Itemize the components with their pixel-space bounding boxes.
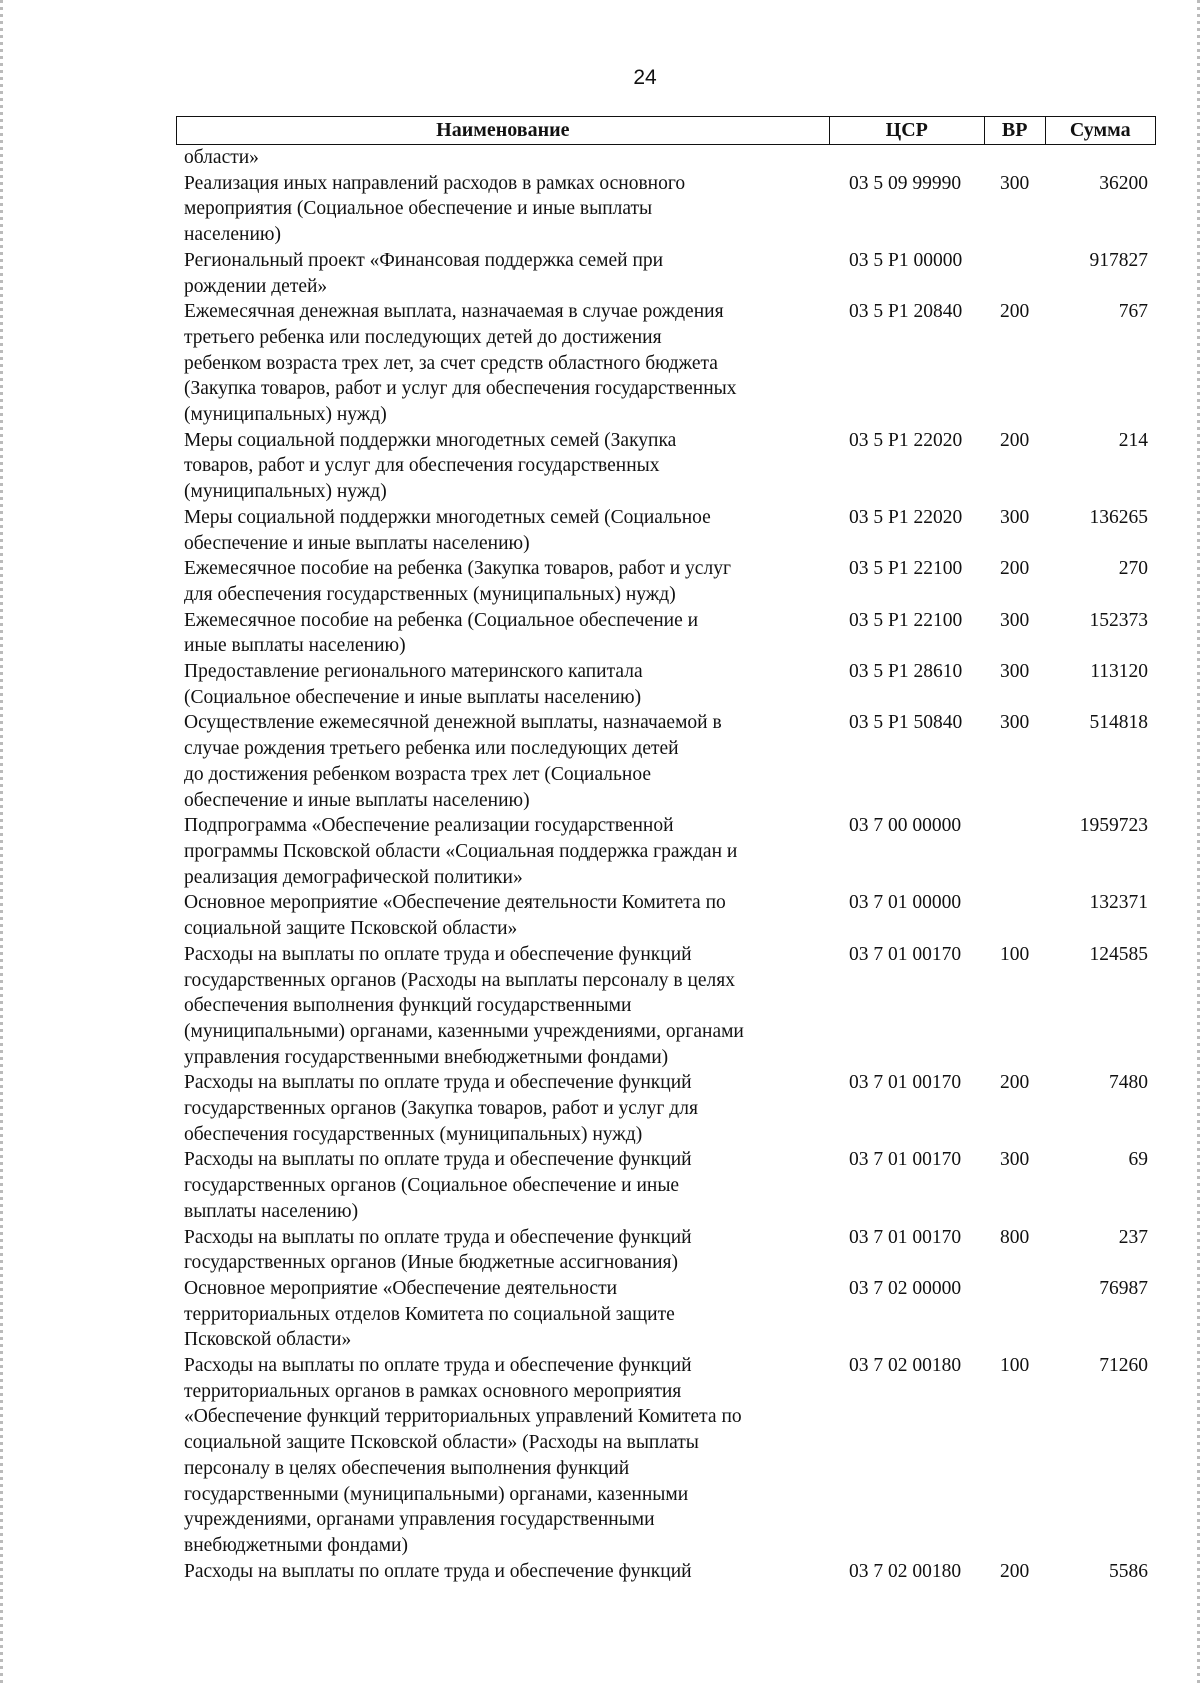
row-name-line: Расходы на выплаты по оплате труда и обеспечение функций: [184, 1072, 692, 1094]
row-sum: 917827: [1089, 249, 1148, 271]
row-name-line: ребенком возраста трех лет, за счет средств областного бюджета: [184, 352, 718, 374]
row-name-line: государственных органов (Закупка товаров, работ и услуг для: [184, 1098, 698, 1120]
header-name: Наименование: [436, 119, 570, 141]
row-sum: 152373: [1089, 609, 1148, 631]
table-row: [176, 428, 1156, 505]
table-header: [176, 116, 1156, 145]
row-name-line: государственных органов (Социальное обеспечение и иные: [184, 1175, 680, 1197]
row-name-line: Меры социальной поддержки многодетных семей (Закупка: [184, 429, 677, 451]
row-vr: 200: [1000, 1072, 1030, 1094]
row-vr: 300: [1000, 661, 1030, 683]
row-sum: 36200: [1099, 172, 1148, 194]
row-name-line: Предоставление регионального материнского капитала: [184, 661, 643, 683]
row-name-line: третьего ребенка или последующих детей до достижения: [184, 326, 662, 348]
row-name-line: (муниципальных) нужд): [184, 404, 387, 426]
table-row: [176, 942, 1156, 1071]
row-name: [176, 890, 831, 941]
row-name: [176, 299, 831, 428]
row-name-line: Региональный проект «Финансовая поддержка семей при: [184, 249, 664, 271]
row-name-line: Ежемесячная денежная выплата, назначаемая в случае рождения: [184, 301, 724, 323]
budget-table: [176, 116, 1156, 1584]
row-name-line: до достижения ребенком возраста трех лет (Социальное: [184, 763, 651, 785]
row-name-line: (муниципальных) нужд): [184, 481, 387, 503]
table-row: [176, 556, 1156, 607]
row-name: [176, 1147, 831, 1224]
row-name-line: выплаты населению): [184, 1200, 359, 1222]
row-name-line: Реализация иных направлений расходов в рамках основного: [184, 172, 686, 194]
row-name-line: территориальных отделов Комитета по социальной защите: [184, 1303, 675, 1325]
row-name: [176, 942, 831, 1071]
row-vr: 200: [1000, 429, 1030, 451]
row-name: [176, 1559, 831, 1585]
table-body: [176, 145, 1156, 1584]
row-name: [176, 710, 831, 813]
scan-edge-left: [0, 0, 3, 1686]
row-vr: 300: [1000, 172, 1030, 194]
header-vr: ВР: [984, 117, 1045, 144]
row-name: [176, 556, 831, 607]
row-vr: [986, 248, 1046, 299]
row-csr: 03 5 P1 22100: [849, 609, 963, 631]
table-row: [176, 248, 1156, 299]
row-name-line: Основное мероприятие «Обеспечение деятельности: [184, 1277, 618, 1299]
row-csr: 03 5 P1 50840: [849, 712, 963, 734]
row-name-line: программы Псковской области «Социальная поддержка граждан и: [184, 840, 738, 862]
row-name-line: обеспечение и иные выплаты населению): [184, 789, 530, 811]
row-name-line: Подпрограмма «Обеспечение реализации государственной: [184, 815, 674, 837]
row-name-line: персоналу в целях обеспечения выполнения функций: [184, 1457, 630, 1479]
table-row: [176, 659, 1156, 710]
page-number: 24: [633, 66, 657, 89]
table-row: [176, 813, 1156, 890]
row-name-line: территориальных органов в рамках основного мероприятия: [184, 1380, 682, 1402]
row-name: [176, 505, 831, 556]
row-vr: 300: [1000, 506, 1030, 528]
row-vr: [986, 1276, 1046, 1353]
row-name-line: Расходы на выплаты по оплате труда и обеспечение функций: [184, 1355, 692, 1377]
row-name-line: Расходы на выплаты по оплате труда и обеспечение функций: [184, 1149, 692, 1171]
row-name-line: социальной защите Псковской области» (Расходы на выплаты: [184, 1432, 699, 1454]
row-vr: 100: [1000, 1355, 1030, 1377]
row-name-line: мероприятия (Социальное обеспечение и иные выплаты: [184, 198, 653, 220]
table-row: [176, 1147, 1156, 1224]
row-csr: 03 5 P1 28610: [849, 661, 963, 683]
row-vr: 100: [1000, 943, 1030, 965]
row-name-line: области»: [184, 147, 259, 168]
row-name-line: «Обеспечение функций территориальных управлений Комитета по: [184, 1406, 742, 1428]
row-sum: 514818: [1089, 712, 1148, 734]
row-csr: 03 7 01 00170: [849, 1072, 962, 1094]
row-vr: 200: [1000, 558, 1030, 580]
row-csr: 03 7 01 00170: [849, 1226, 962, 1248]
header-sum: Сумма: [1045, 117, 1155, 144]
row-sum: 767: [1118, 301, 1148, 323]
table-row: [176, 1353, 1156, 1559]
row-csr: 03 7 02 00180: [849, 1355, 962, 1377]
row-name-line: Ежемесячное пособие на ребенка (Закупка товаров, работ и услуг: [184, 558, 731, 580]
row-name-line: Расходы на выплаты по оплате труда и обеспечение функций: [184, 1226, 692, 1248]
row-sum: 69: [1128, 1149, 1148, 1171]
row-csr: 03 5 P1 20840: [849, 301, 963, 323]
table-row: [176, 1070, 1156, 1147]
row-name: [176, 813, 831, 890]
row-name-line: рождении детей»: [184, 275, 328, 297]
row-name-line: Осуществление ежемесячной денежной выплаты, назначаемой в: [184, 712, 722, 734]
row-name-line: (Социальное обеспечение и иные выплаты населению): [184, 686, 642, 708]
table-row: [176, 171, 1156, 248]
row-name-line: иные выплаты населению): [184, 635, 406, 657]
row-vr: 300: [1000, 1149, 1030, 1171]
row-name: [176, 1225, 831, 1276]
row-sum: [1046, 145, 1156, 171]
row-name-line: внебюджетными фондами): [184, 1534, 408, 1556]
row-csr: 03 7 02 00180: [849, 1560, 962, 1582]
row-vr: 300: [1000, 712, 1030, 734]
row-csr: 03 5 P1 22020: [849, 429, 963, 451]
row-sum: 214: [1118, 429, 1148, 451]
row-vr: [986, 890, 1046, 941]
row-name-line: случае рождения третьего ребенка или последующих детей: [184, 738, 679, 760]
row-sum: 7480: [1109, 1072, 1148, 1094]
row-name-line: социальной защите Псковской области»: [184, 918, 518, 940]
row-sum: 124585: [1089, 943, 1148, 965]
row-sum: 5586: [1109, 1560, 1148, 1582]
row-name: [176, 1353, 831, 1559]
row-csr: 03 5 P1 22100: [849, 558, 963, 580]
row-name-line: Расходы на выплаты по оплате труда и обеспечение функций: [184, 943, 692, 965]
row-name: [176, 248, 831, 299]
row-csr: 03 5 P1 22020: [849, 506, 963, 528]
row-name-line: Псковской области»: [184, 1329, 352, 1351]
row-sum: 71260: [1099, 1355, 1148, 1377]
row-csr: 03 7 00 00000: [849, 815, 962, 837]
row-name: [176, 659, 831, 710]
table-row: [176, 505, 1156, 556]
row-name-line: государственными (муниципальными) органами, казенными: [184, 1483, 689, 1505]
row-sum: 113120: [1090, 661, 1148, 683]
row-csr: 03 7 01 00170: [849, 943, 962, 965]
table-row: [176, 1276, 1156, 1353]
row-name-line: товаров, работ и услуг для обеспечения государственных: [184, 455, 660, 477]
row-name-line: (Закупка товаров, работ и услуг для обеспечения государственных: [184, 378, 737, 400]
row-name: [176, 428, 831, 505]
row-name: [176, 1276, 831, 1353]
table-row: [176, 608, 1156, 659]
row-name: [176, 145, 831, 171]
row-name: [176, 171, 831, 248]
row-sum: 1959723: [1079, 815, 1148, 837]
header-csr: ЦСР: [829, 117, 984, 144]
table-row: [176, 710, 1156, 813]
row-vr: 200: [1000, 1560, 1030, 1582]
row-sum: 270: [1118, 558, 1148, 580]
row-csr: [831, 145, 986, 171]
row-name-line: обеспечение и иные выплаты населению): [184, 532, 530, 554]
row-vr: 200: [1000, 301, 1030, 323]
row-name-line: учреждениями, органами управления государственными: [184, 1509, 655, 1531]
row-name-line: государственных органов (Иные бюджетные ассигнования): [184, 1252, 678, 1274]
row-sum: 136265: [1089, 506, 1148, 528]
table-row: [176, 145, 1156, 171]
row-csr: 03 5 P1 00000: [849, 249, 963, 271]
row-name-line: Основное мероприятие «Обеспечение деятельности Комитета по: [184, 892, 726, 914]
row-csr: 03 7 01 00000: [849, 892, 962, 914]
row-name-line: Расходы на выплаты по оплате труда и обеспечение функций: [184, 1560, 692, 1582]
table-row: [176, 1225, 1156, 1276]
row-sum: 237: [1118, 1226, 1148, 1248]
row-name-line: реализация демографической политики»: [184, 866, 523, 888]
table-row: [176, 299, 1156, 428]
row-name-line: населению): [184, 224, 281, 246]
row-name: [176, 1070, 831, 1147]
row-vr: [986, 145, 1046, 171]
row-csr: 03 5 09 99990: [849, 172, 962, 194]
table-row: [176, 890, 1156, 941]
row-name-line: (муниципальными) органами, казенными учреждениями, органами: [184, 1020, 744, 1042]
row-name-line: обеспечения выполнения функций государственными: [184, 995, 632, 1017]
row-sum: 132371: [1089, 892, 1148, 914]
row-vr: 800: [1000, 1226, 1030, 1248]
row-sum: 76987: [1099, 1277, 1148, 1299]
table-row: [176, 1559, 1156, 1585]
row-vr: [986, 813, 1046, 890]
row-name-line: для обеспечения государственных (муниципальных) нужд): [184, 583, 676, 605]
row-name-line: обеспечения государственных (муниципальных) нужд): [184, 1123, 643, 1145]
row-csr: 03 7 01 00170: [849, 1149, 962, 1171]
row-vr: 300: [1000, 609, 1030, 631]
row-name-line: государственных органов (Расходы на выплаты персоналу в целях: [184, 969, 735, 991]
row-name-line: Меры социальной поддержки многодетных семей (Социальное: [184, 506, 711, 528]
row-name-line: управления государственными внебюджетными фондами): [184, 1046, 669, 1068]
row-name: [176, 608, 831, 659]
row-csr: 03 7 02 00000: [849, 1277, 962, 1299]
row-name-line: Ежемесячное пособие на ребенка (Социальное обеспечение и: [184, 609, 699, 631]
